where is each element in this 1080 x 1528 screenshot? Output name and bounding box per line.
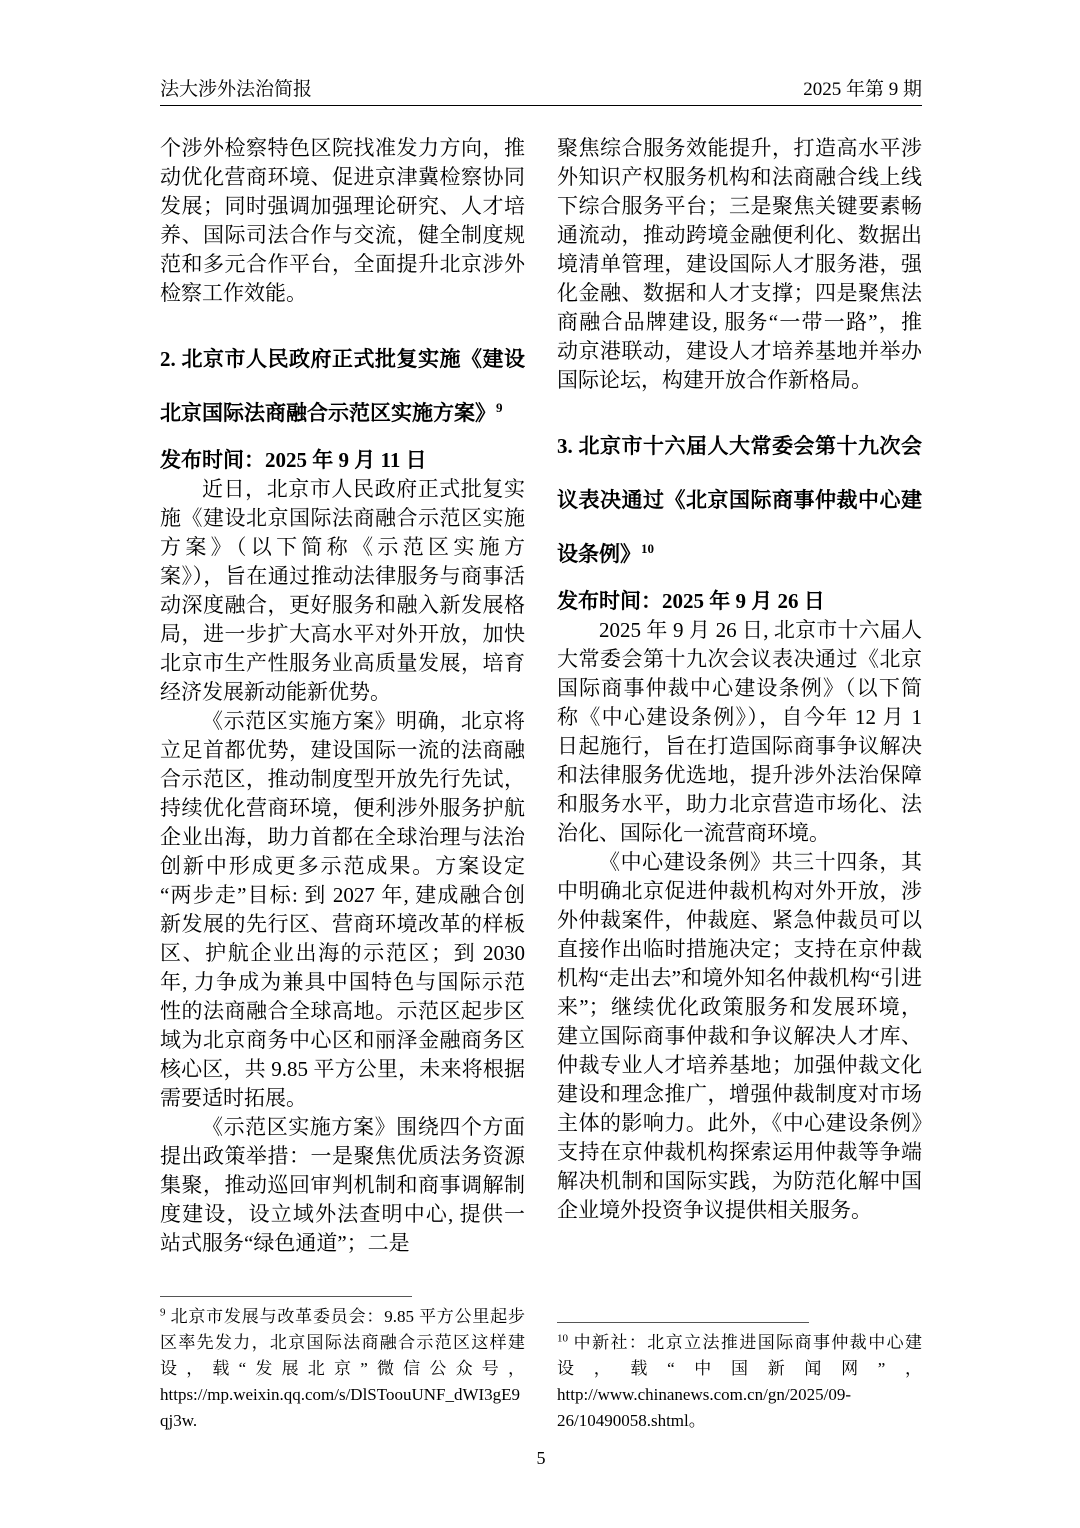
paragraph: 《中心建设条例》共三十四条，其中明确北京促进仲裁机构对外开放，涉外仲裁案件，仲裁庭、紧急仲裁员可以直接作出临时措施决定；支持在京仲裁机构“走出去”和境外知名仲裁机构“引进来”；继续优化政策服务和发展环境，建立国际商事仲裁和争议解决人才库、仲裁专业人才培养基地；加强仲裁文化建设和理念推广，增强仲裁制度对市场主体的影响力。此外，《中心建设条例》支持在京仲裁机构探索运用仲裁等争端解决机制和国际实践，为防范化解中国企业境外投资争议提供相关服务。 xyxy=(557,850,922,1222)
section-3-heading xyxy=(557,419,922,581)
footnote-10-marker: 10 xyxy=(557,1332,568,1345)
footnote-10-body: 中新社：北京立法推进国际商事仲裁中心建设，载“中国新闻网”，http://www.chinanews.com.cn/gn/2025/09-26/10490058.shtml。 xyxy=(557,1333,922,1430)
paragraph: 《示范区实施方案》明确，北京将立足首都优势，建设国际一流的法商融合示范区，推动制度型开放先行先试，持续优化营商环境，便利涉外服务护航企业出海，助力首都在全球治理与法治创新中形成更多示范成果。方案设定“两步走”目标: 到 2027 年, 建成融合创新发展的先行区、营商环境改革的样板区、护航企业出海的示范区；到 2030 年, 力争成为兼具中国特色与国际示范性的法商融合全球高地。示范区起步区域为北京商务中心区和丽泽金融商务区核心区，共 9.85 平方公里，未来将根据需要适时拓展。 xyxy=(160,709,525,1110)
footnote-9-marker: 9 xyxy=(160,1306,166,1319)
paragraph: 聚焦综合服务效能提升，打造高水平涉外知识产权服务机构和法商融合线上线下综合服务平台；三是聚焦关键要素畅通流动，推动跨境金融便利化、数据出境清单管理，建设国际人才服务港，强化金融、数据和人才支撑；四是聚焦法商融合品牌建设, 服务“一带一路”，推动京港联动，建设人才培养基地并举办国际论坛，构建开放合作新格局。 xyxy=(557,136,922,392)
footnote-ref-10: 10 xyxy=(641,541,654,556)
footnote-ref-9: 9 xyxy=(496,400,503,415)
paragraph: 近日，北京市人民政府正式批复实施《建设北京国际法商融合示范区实施方案》（以下简称《示范区实施方案》），旨在通过推动法律服务与商事活动深度融合，更好服务和融入新发展格局，进一步扩大高水平对外开放，加快北京市生产性服务业高质量发展，培育经济发展新动能新优势。 xyxy=(160,477,525,704)
right-column xyxy=(557,134,922,1434)
footnote-separator xyxy=(557,1322,809,1323)
page-number: 5 xyxy=(536,1448,546,1468)
left-column xyxy=(160,134,525,1434)
footnote-10 xyxy=(557,1322,922,1434)
footnote-9-text xyxy=(160,1304,525,1434)
section-3-date: 发布时间：2025 年 9 月 26 日 xyxy=(557,589,825,613)
footnote-9 xyxy=(160,1296,525,1434)
paragraph: 个涉外检察特色区院找准发力方向，推动优化营商环境、促进京津冀检察协同发展；同时强调加强理论研究、人才培养、国际司法合作与交流，健全制度规范和多元合作平台，全面提升北京涉外检察工作效能。 xyxy=(160,136,525,305)
footnote-separator xyxy=(160,1296,412,1297)
section-2-date: 发布时间：2025 年 9 月 11 日 xyxy=(160,448,427,472)
footnote-10-text xyxy=(557,1330,922,1434)
page-header xyxy=(160,78,922,106)
section-3-heading-text: 3. 北京市十六届人大常委会第十九次会议表决通过《北京国际商事仲裁中心建设条例》 xyxy=(557,434,922,566)
footnote-9-body: 北京市发展与改革委员会：9.85 平方公里起步区率先发力，北京国际法商融合示范区这样建设，载“发展北京”微信公众号，https://mp.weixin.qq.com/s/DlSToouUNF_dWI3gE9qj3w. xyxy=(160,1307,525,1430)
paragraph: 2025 年 9 月 26 日, 北京市十六届人大常委会第十九次会议表决通过《北京国际商事仲裁中心建设条例》（以下简称《中心建设条例》），自今年 12 月 1 日起施行，旨在打造国际商事争议解决和法律服务优选地，提升涉外法治保障和服务水平，助力北京营造市场化、法治化、国际化一流营商环境。 xyxy=(557,618,922,845)
section-2-heading-text: 2. 北京市人民政府正式批复实施《建设北京国际法商融合示范区实施方案》 xyxy=(160,347,525,425)
header-issue: 2025 年第 9 期 xyxy=(803,79,922,100)
two-column-body xyxy=(160,134,922,1434)
header-title: 法大涉外法治简报 xyxy=(160,79,313,100)
paragraph: 《示范区实施方案》围绕四个方面提出政策举措：一是聚焦优质法务资源集聚，推动巡回审判机制和商事调解制度建设，设立域外法查明中心, 提供一站式服务“绿色通道”；二是 xyxy=(160,1115,525,1255)
section-2-heading xyxy=(160,332,525,440)
